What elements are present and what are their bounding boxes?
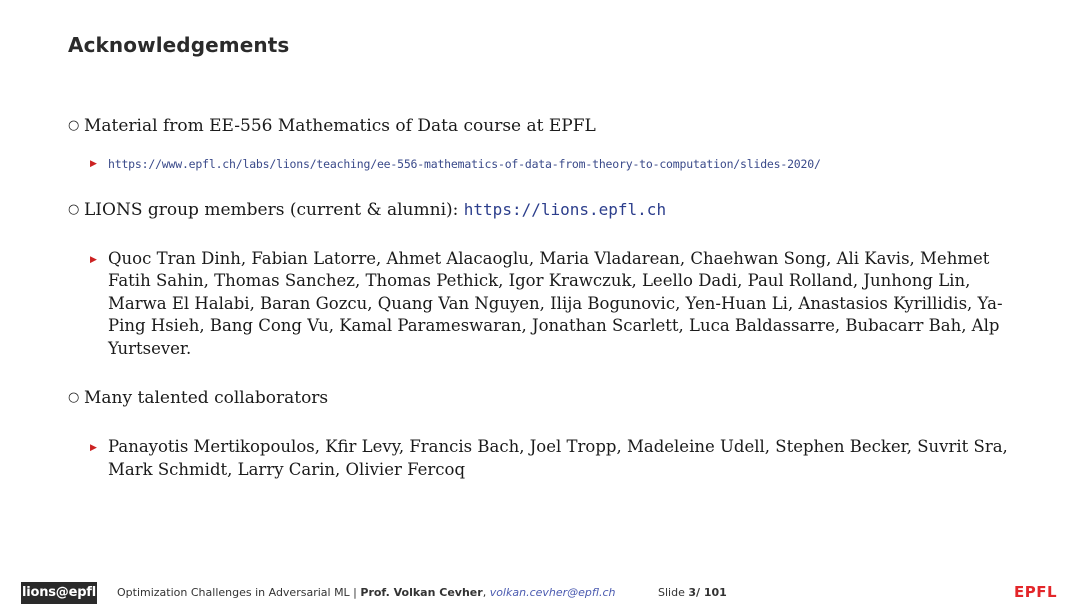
lions-logo: lions@epfl	[21, 582, 97, 604]
slide-title: Acknowledgements	[68, 33, 290, 57]
bullet-collaborators	[68, 386, 1018, 410]
epfl-logo: EPFL	[1014, 583, 1058, 601]
circle-bullet-icon: ○	[68, 118, 80, 133]
sub-bullet-collaborators-names	[68, 436, 1018, 481]
slide-number	[658, 586, 727, 599]
lions-link[interactable]: https://lions.epfl.ch	[463, 199, 667, 219]
slide-label: Slide	[658, 586, 689, 599]
footer-author: Prof. Volkan Cevher	[360, 586, 483, 599]
footer-course: Optimization Challenges in Adversarial ML |	[117, 586, 361, 599]
triangle-bullet-icon: ▶	[90, 254, 97, 265]
sub-bullet-material-url	[68, 152, 1018, 176]
triangle-bullet-icon: ▶	[90, 159, 97, 169]
collaborators-names: Panayotis Mertikopoulos, Kfir Levy, Francis Bach, Joel Tropp, Madeleine Udell, Stephen Becker, Suvrit Sra, Mark Schmidt, Larry Carin, Olivier Fercoq	[108, 437, 1008, 479]
lions-text: LIONS group members (current & alumni):	[84, 199, 459, 220]
slide-content	[68, 114, 1018, 481]
bullet-lions	[68, 198, 1018, 222]
footer-email[interactable]: volkan.cevher@epfl.ch	[489, 586, 616, 599]
bullet-material	[68, 114, 1018, 138]
slide-footer	[0, 580, 1080, 608]
slide-current: 3	[688, 586, 696, 599]
footer-course-info	[117, 586, 616, 599]
footer-separator: ,	[482, 586, 490, 599]
circle-bullet-icon: ○	[68, 201, 80, 217]
slide-total: / 101	[696, 586, 727, 599]
triangle-bullet-icon: ▶	[90, 443, 97, 453]
material-text: Material from EE-556 Mathematics of Data course at EPFL	[84, 116, 596, 136]
lions-members: Quoc Tran Dinh, Fabian Latorre, Ahmet Alacaoglu, Maria Vladarean, Chaehwan Song, Ali Kavis, Mehmet Fatih Sahin, Thomas Sanchez, Thomas Pethick, Igor Krawczuk, Leello Dadi, Paul Rolland, Junhong Lin, Marwa El Halabi, Baran Gozcu, Quang Van Nguyen, Ilija Bogunovic, Yen-Huan Li, Anastasios Kyrillidis, Ya-Ping Hsieh, Bang Cong Vu, Kamal Parameswaran, Jonathan Scarlett, Luca Baldassarre, Bubacarr Bah, Alp Yurtsever.	[108, 248, 1003, 358]
material-link[interactable]: https://www.epfl.ch/labs/lions/teaching/ee-556-mathematics-of-data-from-theory-to-computation/slides-2020/	[108, 157, 821, 171]
collaborators-text: Many talented collaborators	[84, 388, 329, 408]
sub-bullet-lions-members	[68, 248, 1018, 361]
circle-bullet-icon: ○	[68, 390, 80, 405]
